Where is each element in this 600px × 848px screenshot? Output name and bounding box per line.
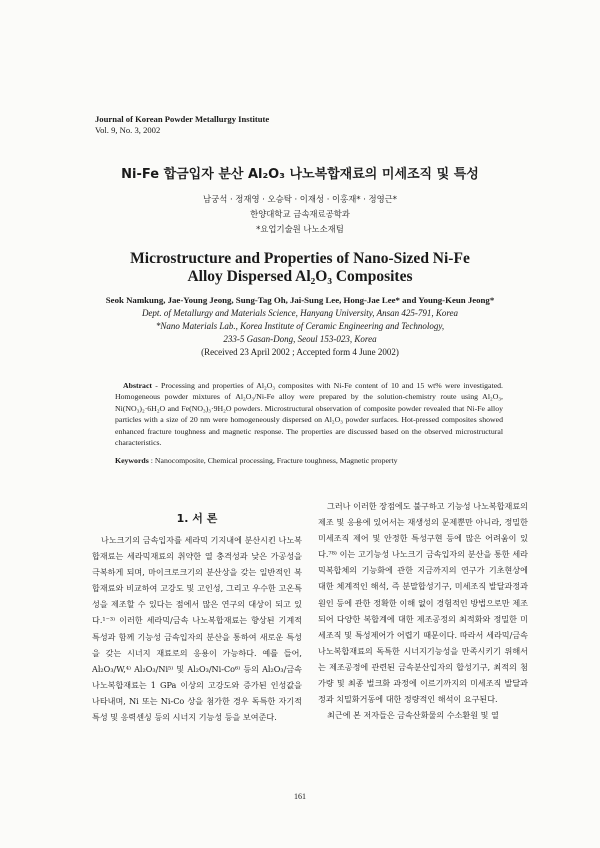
keywords-label: Keywords — [115, 456, 149, 465]
body-left-column — [92, 532, 302, 725]
abstract-text: - Processing and properties of Al₂O₃ composites with Ni-Fe content of 10 and 15 wt% were investigated. Homogeneous powder mixtures of Al₂O₃/Ni-Fe alloy were prepared by the solution-chemistry route using Al₂O₃, Ni(NO₃)₂·6H₂O and Fe(NO₃)₃·9H₂O powders. Microstructural observation of composite powder revealed that Ni-Fe alloy particles with a size of 20 nm were homogeneously dispersed on Al₂O₃ powder surfaces. Hot-pressed composites showed enhanced fracture toughness and magnetic response. The properties are discussed based on the observed microstructural characteristics. — [115, 381, 503, 448]
english-affiliation-3: 233-5 Gasan-Dong, Seoul 153-023, Korea — [223, 334, 377, 344]
body-right-column — [318, 498, 528, 723]
journal-header — [95, 114, 269, 136]
page-number: 161 — [294, 792, 306, 801]
abstract-label: Abstract — [123, 381, 153, 390]
korean-affiliation-1: 한양대학교 금속재료공학과 — [250, 209, 350, 219]
english-affiliation-1: Dept. of Metallurgy and Materials Science, Hanyang University, Ansan 425-791, Korea — [141, 308, 459, 318]
body-paragraph: 최근에 본 저자들은 금속산화물의 수소환원 및 열 — [327, 710, 499, 721]
keywords-text: : Nanocomposite, Chemical processing, Fracture toughness, Magnetic property — [148, 456, 398, 465]
english-title — [0, 250, 600, 286]
abstract — [115, 380, 503, 448]
section-title: 1. 서 론 — [176, 512, 218, 525]
keywords — [115, 456, 503, 465]
body-paragraph: 그러나 이러한 장점에도 불구하고 기능성 나노복합재료의 제조 및 응용에 있어서는 재생성의 문제뿐만 아니라, 정밀한 미세조직 제어 및 안정한 특성구현 등에 많은 어려움이 있다.⁷⁸⁾ 이는 고기능성 나노크기 금속입자의 분산을 통한 세라믹복합체의 기능화에 관한 지금까지의 연구가 기초현상에 대한 체계적인 해석, 즉 분말합성기구, 미세조직 발달과정과 원인 등에 관한 정확한 이해 없이 경험적인 방법으로만 제조되어 다양한 복합계에 대한 제조공정의 최적화와 정밀한 미세조직 및 특성제어가 어렵기 때문이다. 따라서 세라믹/금속 나노복합재료의 독특한 시너지기능성을 만족시키기 위해서는 제조공정에 관련된 금속분산입자의 합성기구, 최적의 첨가량 및 최종 벌크화 과정에 이르기까지의 미세조직 발달과정과 치밀화거동에 대한 정량적인 해석이 요구된다. — [318, 501, 528, 705]
english-title-line-2: Alloy Dispersed Al₂O₃ Composites — [187, 268, 413, 285]
english-title-line-1: Microstructure and Properties of Nano-Sized Ni-Fe — [130, 250, 470, 267]
korean-title: Ni-Fe 합금입자 분산 Al₂O₃ 나노복합재료의 미세조직 및 특성 — [121, 167, 479, 182]
korean-affiliation-2: *요업기술원 나노소재팀 — [256, 224, 344, 234]
body-paragraph: 나노크기의 금속입자를 세라믹 기지내에 분산시킨 나노복합재료는 세라믹재료의 취약한 열 충격성과 낮은 가공성을 극복하게 되며, 마이크로크기의 분산상을 갖는 일반적인 복합재료와 비교하여 고강도 및 고인성, 그리고 우수한 고온특성을 제조할 수 있다는 점에서 많은 연구의 대상이 되고 있다.¹⁻³⁾ 이러한 세라믹/금속 나노복합재료는 향상된 기계적 특성과 함께 기능성 금속입자의 분산을 통하여 새로운 특성을 갖는 시너지 재료로의 응용이 가능하다. 예를 들어, Al₂O₃/W,⁴⁾ Al₂O₃/Ni⁵⁾ 및 Al₂O₃/Ni-Co⁶⁾ 등의 Al₂O₃/금속 나노복합재료는 1 GPa 이상의 고강도와 증가된 인성값을 나타내며, Ni 또는 Ni-Co 상을 첨가한 경우 독특한 자기적 특성 및 응력센싱 등의 시너지 기능성 등을 보여준다. — [92, 535, 302, 723]
english-authors: Seok Namkung, Jae-Young Jeong, Sung-Tag Oh, Jai-Sung Lee, Hong-Jae Lee* and Young-Keun Jeong* — [105, 295, 495, 305]
journal-name: Journal of Korean Powder Metallurgy Institute — [95, 114, 270, 124]
english-affiliation-2: *Nano Materials Lab., Korea Institute of Ceramic Engineering and Technology, — [155, 321, 445, 331]
journal-volume: Vol. 9, No. 3, 2002 — [95, 125, 161, 135]
korean-authors: 남궁석 · 정재영 · 오승탁 · 이재성 · 이홍재* · 정영근* — [203, 194, 397, 204]
received-dates: (Received 23 April 2002 ; Accepted form 4 June 2002) — [201, 347, 399, 357]
